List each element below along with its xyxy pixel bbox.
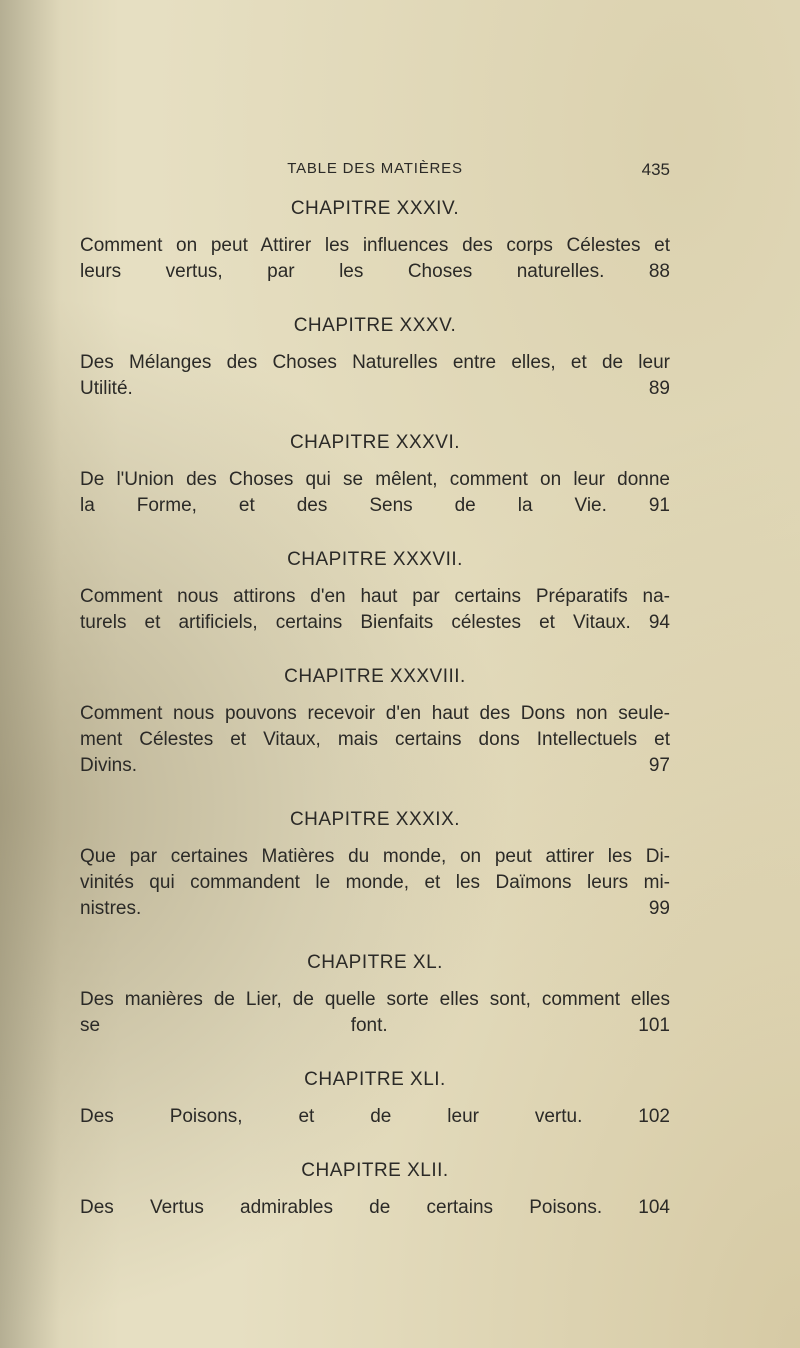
- description-line: Des Vertus admirables de certains Poisons. 104: [80, 1197, 670, 1218]
- running-head: [80, 160, 670, 190]
- description-line: Que par certaines Matières du monde, on peut attirer les Di-: [80, 846, 670, 867]
- description-line: ment Célestes et Vitaux, mais certains dons Intellectuels et: [80, 729, 670, 750]
- chapter-heading: CHAPITRE XXXVI.: [289, 432, 461, 453]
- chapter-description: [80, 467, 670, 519]
- description-line: De l'Union des Choses qui se mêlent, comment on leur donne: [80, 469, 670, 490]
- table-of-contents-page: [80, 160, 670, 1221]
- chapter-description: [80, 844, 670, 922]
- toc-entry: [80, 950, 670, 1039]
- running-title: TABLE DES MATIÈRES: [287, 160, 463, 177]
- description-line: Divins. 97: [80, 755, 670, 776]
- toc-entry: [80, 1158, 670, 1221]
- description-line: turels et artificiels, certains Bienfaits célestes et Vitaux. 94: [80, 612, 670, 633]
- chapter-heading: CHAPITRE XXXIV.: [290, 198, 460, 219]
- description-line: Des Mélanges des Choses Naturelles entre elles, et de leur: [80, 352, 670, 373]
- description-line: la Forme, et des Sens de la Vie. 91: [80, 495, 670, 516]
- chapter-description: [80, 584, 670, 636]
- description-line: leurs vertus, par les Choses naturelles. 88: [80, 261, 670, 282]
- description-line: Utilité. 89: [80, 378, 670, 399]
- description-line: Comment on peut Attirer les influences des corps Célestes et: [80, 235, 670, 256]
- chapter-heading: CHAPITRE XL.: [307, 952, 443, 973]
- chapter-description: [80, 350, 670, 402]
- description-line: Comment nous attirons d'en haut par certains Préparatifs na-: [80, 586, 670, 607]
- toc-entry: [80, 196, 670, 285]
- chapter-description: [80, 987, 670, 1039]
- description-line: Des Poisons, et de leur vertu. 102: [80, 1106, 670, 1127]
- toc-entry: [80, 664, 670, 779]
- toc-entry: [80, 430, 670, 519]
- page-number: 435: [641, 160, 670, 179]
- description-line: Des manières de Lier, de quelle sorte elles sont, comment elles: [80, 989, 670, 1010]
- chapter-heading: CHAPITRE XXXIX.: [289, 809, 461, 830]
- chapter-heading: CHAPITRE XXXVIII.: [284, 666, 466, 687]
- chapter-description: [80, 1195, 670, 1221]
- chapter-description: [80, 233, 670, 285]
- chapter-heading: CHAPITRE XXXVII.: [287, 549, 463, 570]
- chapter-heading: CHAPITRE XXXV.: [293, 315, 457, 336]
- chapter-description: [80, 701, 670, 779]
- description-line: nistres. 99: [80, 898, 670, 919]
- description-line: vinités qui commandent le monde, et les Daïmons leurs mi-: [80, 872, 670, 893]
- chapter-heading: CHAPITRE XLI.: [304, 1069, 446, 1090]
- description-line: Comment nous pouvons recevoir d'en haut des Dons non seule-: [80, 703, 670, 724]
- chapter-heading: CHAPITRE XLII.: [301, 1160, 449, 1181]
- chapter-description: [80, 1104, 670, 1130]
- toc-entry: [80, 547, 670, 636]
- toc-entry: [80, 313, 670, 402]
- toc-entry: [80, 1067, 670, 1130]
- toc-entry: [80, 807, 670, 922]
- description-line: se font. 101: [80, 1015, 670, 1036]
